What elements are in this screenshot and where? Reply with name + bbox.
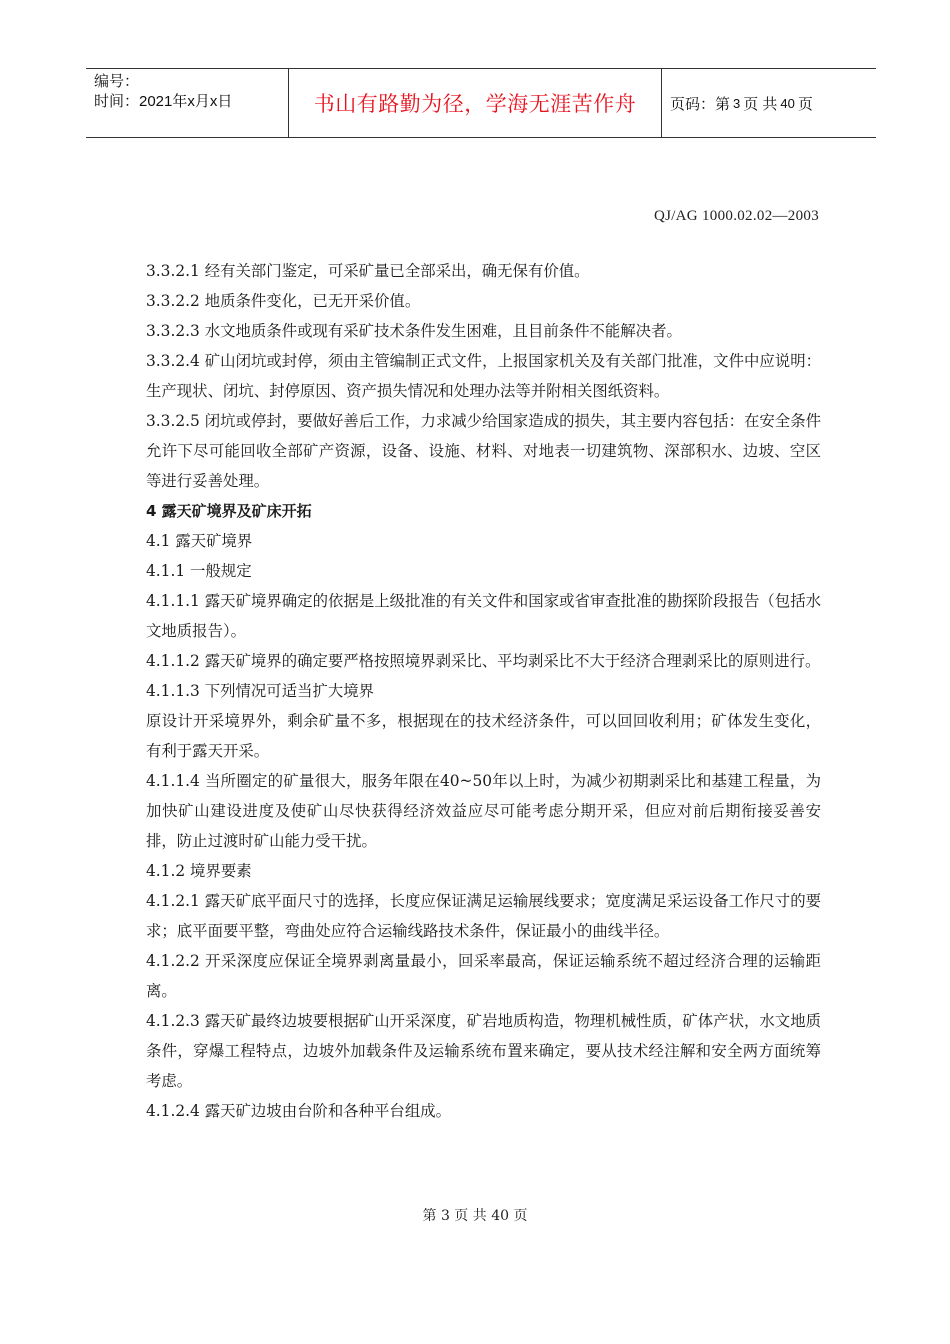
paragraph: 3.3.2.2 地质条件变化，已无开采价值。 [146,292,421,310]
document-number: QJ/AG 1000.02.02—2003 [653,208,819,224]
paragraph: 3.3.2.5 闭坑或停封，要做好善后工作，力求减少给国家造成的损失，其主要内容包括：在安全条件允许下尽可能回收全部矿产资源，设备、设施、材料、对地表一切建筑物、深部积水、边坡、空区等进行妥善处理。 [146,412,821,490]
subsection-heading: 4.1.2 境界要素 [146,862,252,880]
paragraph: 4.1.2.4 露天矿边坡由台阶和各种平台组成。 [146,1102,451,1120]
paragraph: 3.3.2.3 水文地质条件或现有采矿技术条件发生困难，且目前条件不能解决者。 [146,322,682,340]
page-suffix: 页 [797,95,813,113]
paragraph: 4.1.2.3 露天矿最终边坡要根据矿山开采深度，矿岩地质构造，物理机械性质，矿体产状，水文地质条件，穿爆工程特点，边坡外加载条件及运输系统布置来确定，要从技术经注解和安全两方面统筹考虑。 [146,1012,821,1090]
page-total: 40 [780,95,795,111]
paragraph: 4.1.1.4 当所圈定的矿量很大，服务年限在40~50年以上时，为减少初期剥采比和基建工程量，为加快矿山建设进度及使矿山尽快获得经济效益应尽可能考虑分期开采，但应对前后期衔接妥善安排，防止过渡时矿山能力受干扰。 [146,772,821,850]
header-motto: 书山有路勤为径，学海无涯苦作舟 [289,69,662,137]
document-body [146,256,821,1126]
paragraph: 4.1.2.1 露天矿底平面尺寸的选择，长度应保证满足运输展线要求；宽度满足采运设备工作尺寸的要求；底平面要平整，弯曲处应符合运输线路技术条件，保证最小的曲线半径。 [146,892,821,940]
paragraph: 4.1.1.1 露天矿境界确定的依据是上级批准的有关文件和国家或省审查批准的勘探阶段报告（包括水文地质报告）。 [146,592,821,640]
paragraph: 3.3.2.4 矿山闭坑或封停，须由主管编制正式文件，上报国家机关及有关部门批准，文件中应说明：生产现状、闭坑、封停原因、资产损失情况和处理办法等并附相关图纸资料。 [146,352,821,400]
paragraph: 4.1.1.2 露天矿境界的确定要严格按照境界剥采比、平均剥采比不大于经济合理剥采比的原则进行。 [146,652,821,670]
paragraph: 4.1.1.3 下列情况可适当扩大境界 [146,682,375,700]
page-footer: 第 3 页 共 40 页 [422,1208,528,1224]
page-current: 3 [733,95,741,111]
paragraph: 4.1.2.2 开采深度应保证全境界剥离量最小，回采率最高，保证运输系统不超过经济合理的运输距离。 [146,952,821,1000]
page-header [86,68,876,138]
page-mid: 页 共 [743,95,778,113]
number-label: 编号： [94,73,140,90]
paragraph: 原设计开采境界外，剩余矿量不多，根据现在的技术经济条件，可以回回收利用；矿体发生变化，有利于露天开采。 [146,712,821,760]
header-meta [86,69,289,137]
subsection-heading: 4.1 露天矿境界 [146,532,253,550]
page-prefix: 页码：第 [670,95,731,113]
subsection-heading: 4.1.1 一般规定 [146,562,252,580]
paragraph: 3.3.2.1 经有关部门鉴定，可采矿量已全部采出，确无保有价值。 [146,262,590,280]
time-label: 时间：2021年x月x日 [94,93,233,110]
section-heading: 4 露天矿境界及矿床开拓 [146,502,312,520]
header-page-info [662,69,876,137]
